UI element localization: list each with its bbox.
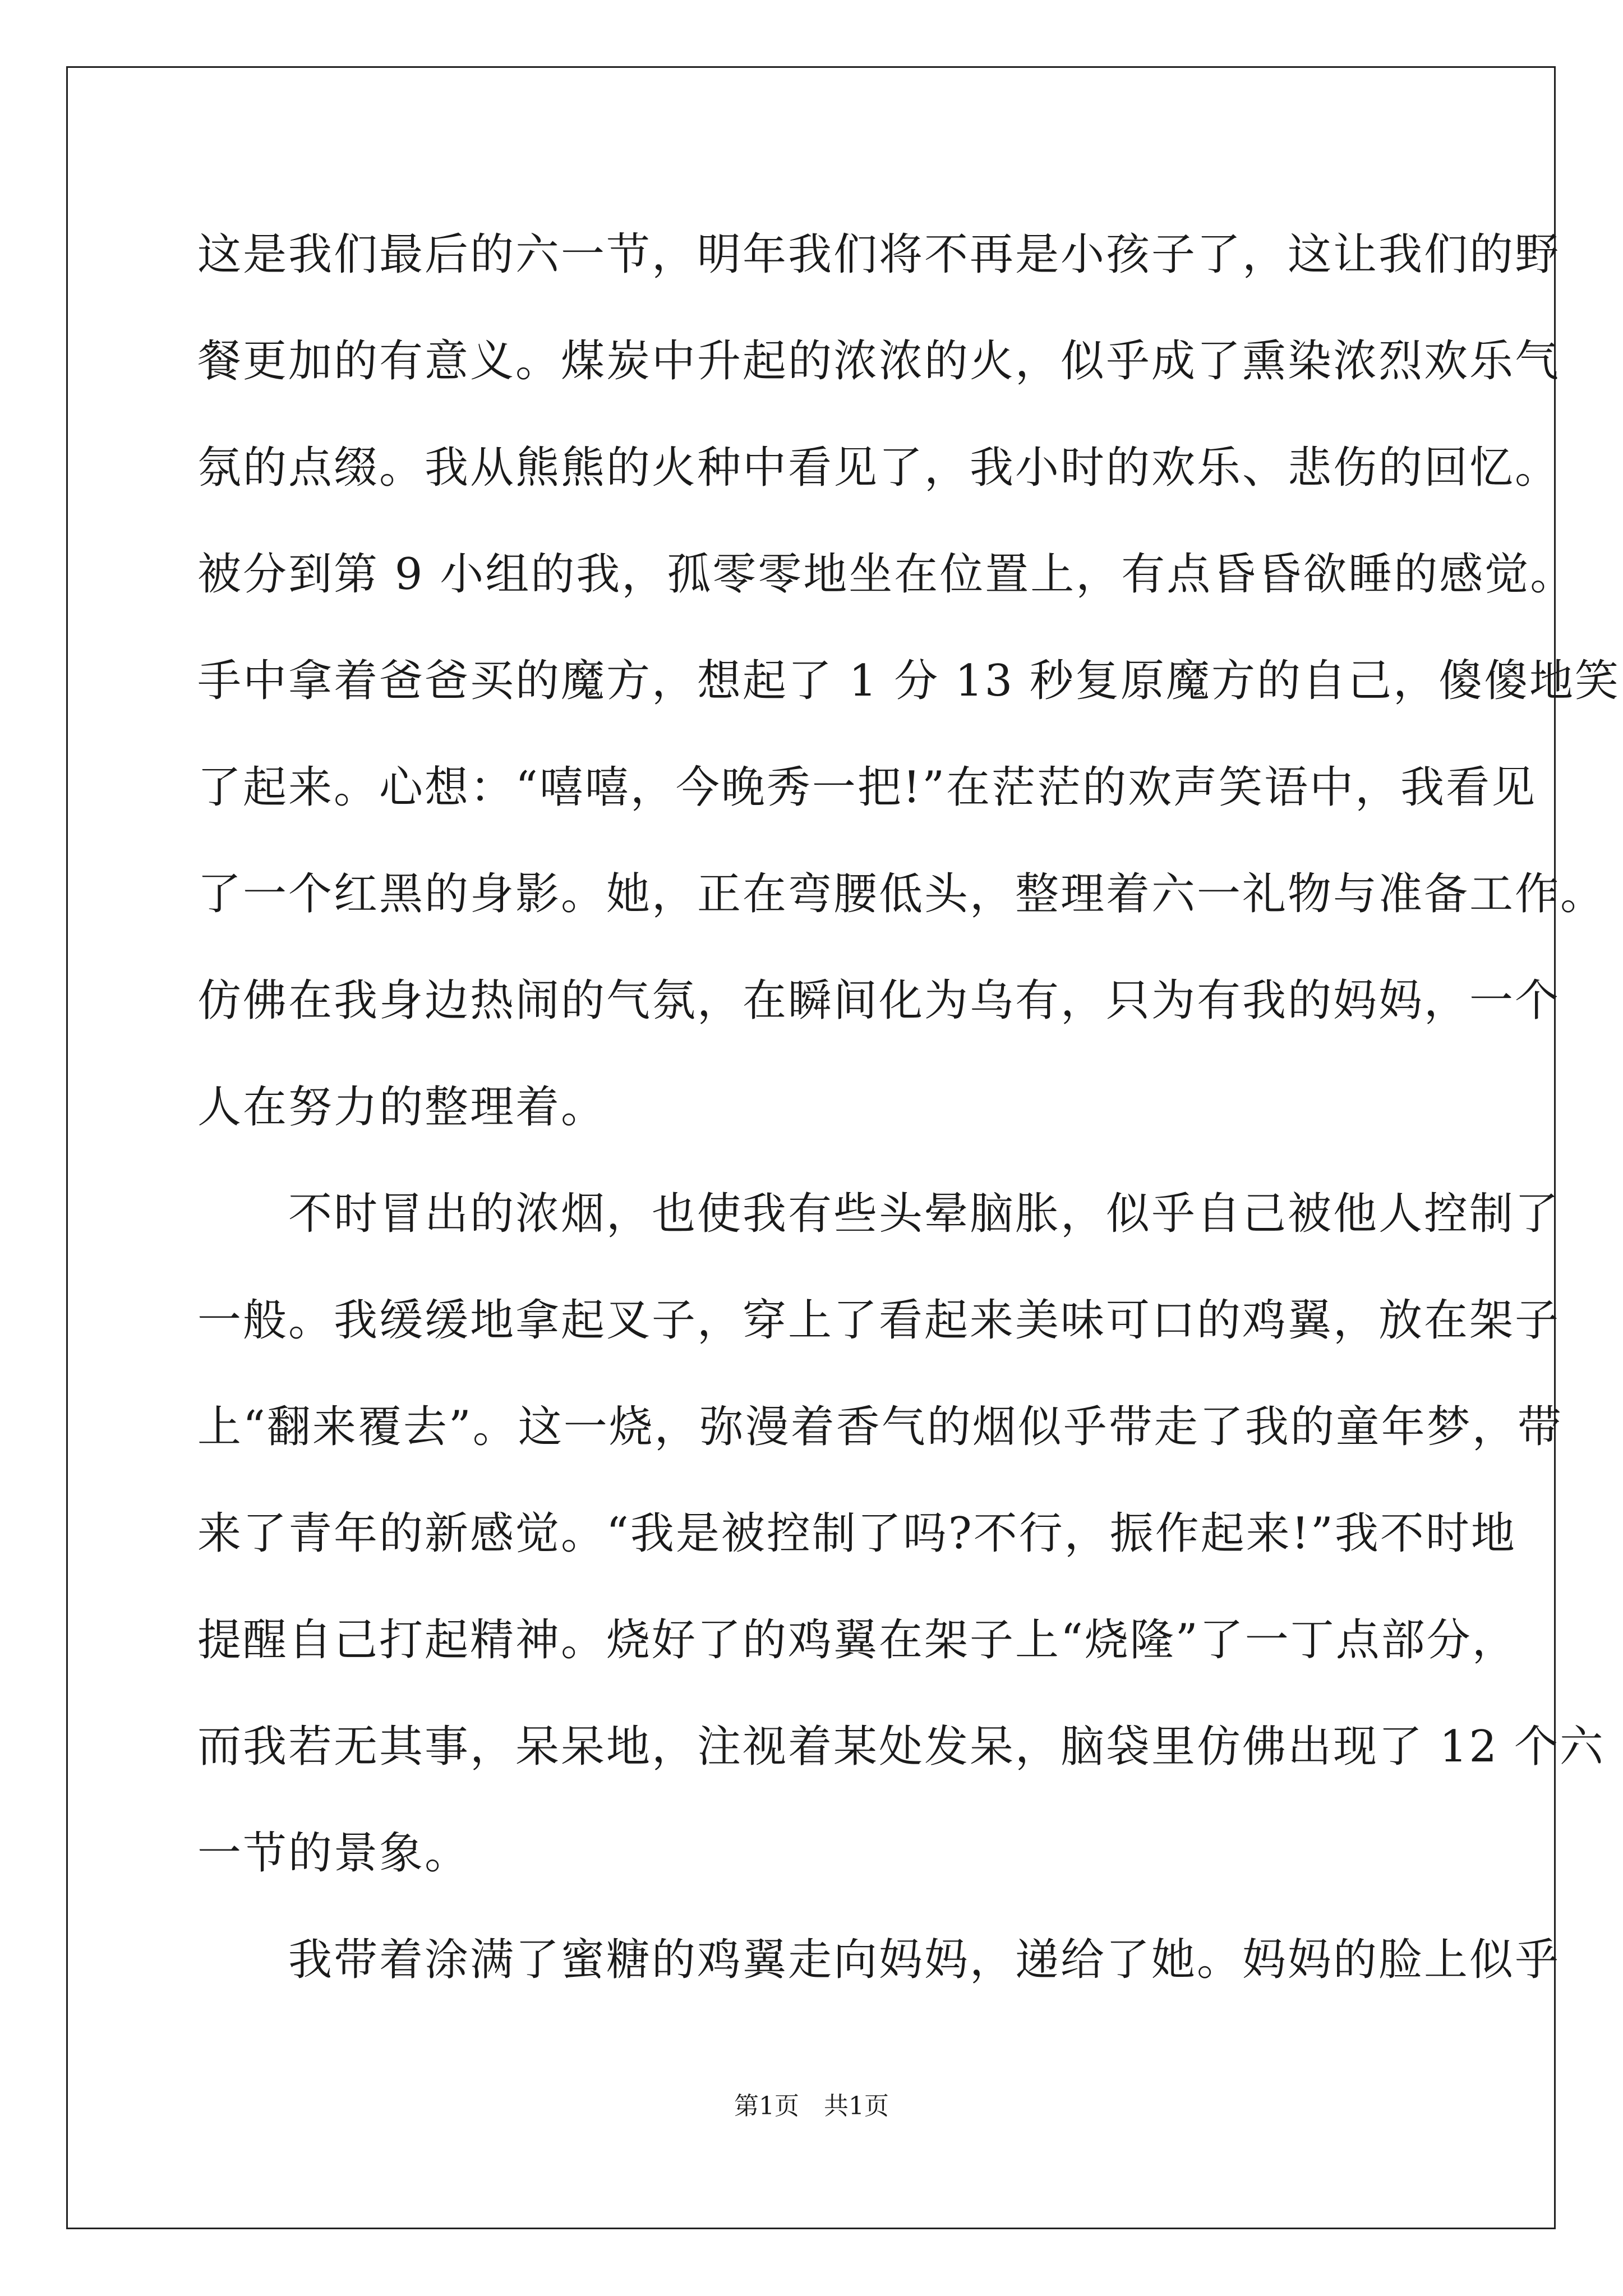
text-line: 了一个红黑的身影。她，正在弯腰低头，整理着六一礼物与准备工作。 — [197, 869, 1606, 919]
paragraph-1 — [197, 211, 1621, 1170]
text-line: 这是我们最后的六一节，明年我们将不再是小孩子了，这让我们的野 — [197, 229, 1561, 280]
text-line: 来了青年的新感觉。“我是被控制了吗?不行，振作起来!”我不时地 — [197, 1508, 1516, 1559]
paragraph-2 — [197, 1170, 1605, 1916]
text-line: 提醒自己打起精神。烧好了的鸡翼在架子上“烧隆”了一丁点部分， — [197, 1615, 1518, 1665]
text-line: 一般。我缓缓地拿起叉子，穿上了看起来美味可口的鸡翼，放在架子 — [197, 1295, 1561, 1346]
text-line: 不时冒出的浓烟，也使我有些头晕脑胀，似乎自己被他人控制了 — [197, 1189, 1561, 1239]
text-line: 而我若无其事，呆呆地，注视着某处发呆，脑袋里仿佛出现了 12 个六 — [197, 1722, 1605, 1772]
text-line: 了起来。心想：“嘻嘻，今晚秀一把!”在茫茫的欢声笑语中，我看见 — [197, 762, 1537, 813]
text-line: 上“翻来覆去”。这一烧，弥漫着香气的烟似乎带走了我的童年梦，带 — [197, 1402, 1563, 1452]
text-line: 氛的点缀。我从熊熊的火种中看见了，我小时的欢乐、悲伤的回忆。 — [197, 443, 1561, 493]
text-line: 仿佛在我身边热闹的气氛，在瞬间化为乌有，只为有我的妈妈，一个 — [197, 976, 1561, 1026]
text-line: 我带着涂满了蜜糖的鸡翼走向妈妈，递给了她。妈妈的脸上似乎 — [197, 1935, 1561, 1985]
text-line: 一节的景象。 — [197, 1828, 471, 1879]
page-number: 第1页 共1页 — [734, 2092, 889, 2120]
text-line: 餐更加的有意义。煤炭中升起的浓浓的火，似乎成了熏染浓烈欢乐气 — [197, 336, 1561, 386]
document-body — [197, 211, 1621, 2023]
text-line: 手中拿着爸爸买的魔方，想起了 1 分 13 秒复原魔方的自己，傻傻地笑 — [197, 656, 1621, 706]
text-line: 被分到第 9 小组的我，孤零零地坐在位置上，有点昏昏欲睡的感觉。 — [197, 549, 1576, 600]
paragraph-3 — [197, 1916, 1561, 2023]
text-line: 人在努力的整理着。 — [197, 1082, 607, 1133]
